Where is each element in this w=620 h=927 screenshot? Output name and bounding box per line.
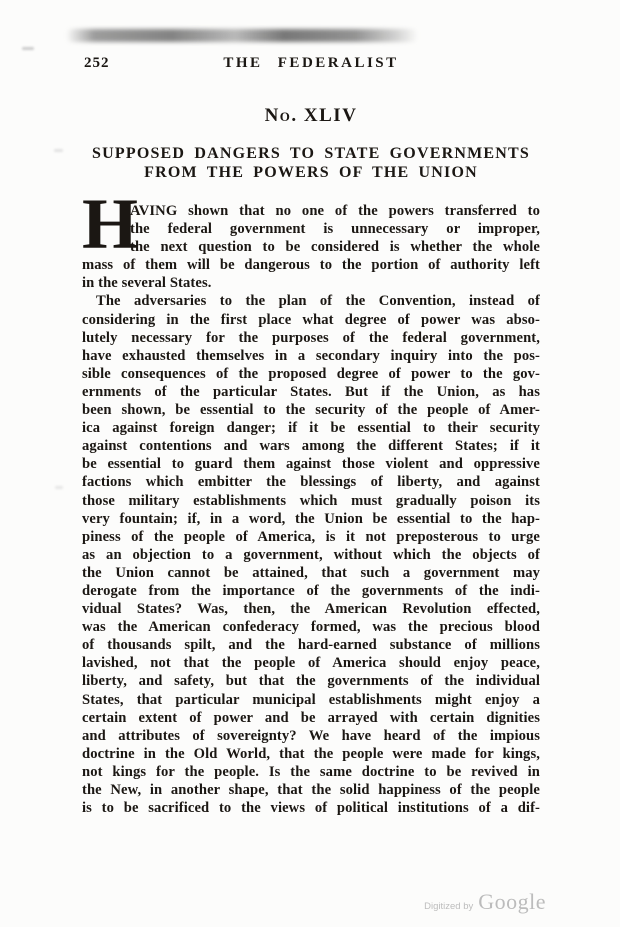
text-line: against contentions and wars among the different States; if it <box>82 438 540 455</box>
running-header: THE FEDERALIST <box>223 55 399 71</box>
page-number: 252 <box>84 55 110 71</box>
digitization-watermark <box>424 889 546 915</box>
text-line: ica against foreign danger; if it be essential to their security <box>82 420 540 437</box>
text-line: derogate from the importance of the governments of the indi- <box>82 582 540 599</box>
scan-speck <box>22 47 34 50</box>
essay-title-line-2: FROM THE POWERS OF THE UNION <box>144 164 478 181</box>
text-line: as an objection to a government, without which the objects of <box>82 546 540 563</box>
text-line: sible consequences of the proposed degree of power to the gov- <box>82 365 540 382</box>
scan-smudge-band <box>66 29 418 42</box>
chapter-number: No. XLIV <box>264 105 358 126</box>
text-line: vidual States? Was, then, the American Revolution effected, <box>82 601 540 618</box>
text-line: lutely necessary for the purposes of the federal government, <box>82 329 540 346</box>
text-line: States, that particular municipal establishments might enjoy a <box>82 691 540 708</box>
text-line: have exhausted themselves in a secondary inquiry into the pos- <box>82 347 540 364</box>
watermark-prefix: Digitized by <box>424 901 474 912</box>
text-line: The adversaries to the plan of the Convention, instead of <box>96 293 540 310</box>
text-line: be essential to guard them against those violent and oppressive <box>82 456 540 473</box>
text-line: of thousands spilt, and the hard-earned substance of millions <box>82 637 540 654</box>
scan-speck <box>55 486 63 489</box>
text-line: factions which embitter the blessings of liberty, and against <box>82 474 540 491</box>
text-line: in the several States. <box>82 275 212 292</box>
text-line: the federal government is unnecessary or improper, <box>130 221 540 238</box>
text-line: not kings for the people. Is the same doctrine to be revived in <box>82 763 540 780</box>
text-line: doctrine in the Old World, that the people were made for kings, <box>82 745 540 762</box>
text-line: the Union cannot be attained, that such a government may <box>82 564 540 581</box>
essay-title-line-1: SUPPOSED DANGERS TO STATE GOVERNMENTS <box>92 145 530 162</box>
google-logo: Google <box>478 889 546 914</box>
body-text <box>82 184 540 817</box>
text-line: ernments of the particular States. But if the Union, as has <box>82 383 540 400</box>
text-line: mass of them will be dangerous to the portion of authority left <box>82 257 540 274</box>
text-line: certain extent of power and be arrayed with certain dignities <box>82 709 540 726</box>
drop-cap: H <box>82 184 139 264</box>
text-line: liberty, and safety, but that the governments of the individual <box>82 673 540 690</box>
essay-title <box>62 144 560 182</box>
text-line: and attributes of sovereignty? We have heard of the impious <box>82 727 540 744</box>
text-line: the next question to be considered is whether the whole <box>130 239 540 256</box>
text-line: AVING shown that no one of the powers transferred to <box>130 203 540 219</box>
text-line: considering in the first place what degree of power was abso- <box>82 311 540 328</box>
text-line: lavished, not that the people of America should enjoy peace, <box>82 655 540 672</box>
text-line: been shown, be essential to the security of the people of Amer- <box>82 402 540 419</box>
text-line: very fountain; if, in a word, the Union be essential to the hap- <box>82 510 540 527</box>
text-line: those military establishments which must gradually poison its <box>82 492 540 509</box>
text-line: is to be sacrificed to the views of political institutions of a dif- <box>82 800 540 817</box>
text-line: was the American confederacy formed, was the precious blood <box>82 619 540 636</box>
text-line: the New, in another shape, that the solid happiness of the people <box>82 782 540 798</box>
text-line: piness of the people of America, is it not preposterous to urge <box>82 528 540 545</box>
